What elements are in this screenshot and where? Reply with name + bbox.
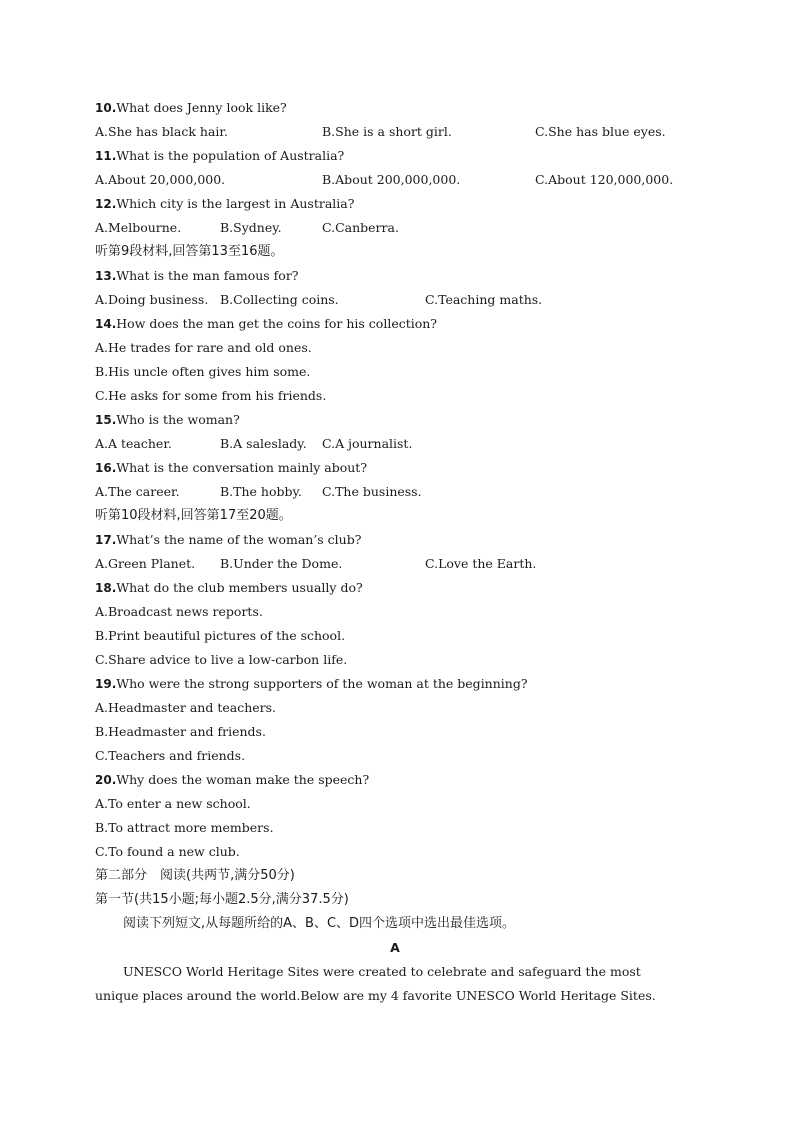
option-b: B.To attract more members. — [95, 820, 274, 835]
option-c: C.Share advice to live a low-carbon life. — [95, 652, 348, 667]
question-14 — [95, 312, 695, 336]
section-9-header: 听第9段材料,回答第13至16题。 — [95, 244, 284, 259]
section-1-title: 第一节(共15小题;每小题2.5分,满分37.5分) — [95, 892, 349, 907]
question-text: How does the man get the coins for his collection? — [116, 316, 438, 331]
option-a: A.The career. — [95, 484, 180, 499]
question-text: Who is the woman? — [116, 412, 240, 427]
question-11 — [95, 144, 695, 168]
exam-page — [95, 96, 695, 1008]
option-a: A.To enter a new school. — [95, 796, 251, 811]
part-2-title: 第二部分 阅读(共两节,满分50分) — [95, 868, 295, 883]
option-c: C.Teachers and friends. — [95, 748, 246, 763]
question-number: 10. — [95, 101, 117, 115]
question-12 — [95, 192, 695, 216]
options-12 — [95, 216, 695, 240]
passage-label: A — [390, 940, 400, 955]
option-a: A.About 20,000,000. — [95, 172, 226, 187]
question-18 — [95, 576, 695, 600]
option-c: C.Love the Earth. — [425, 556, 537, 571]
question-20 — [95, 768, 695, 792]
question-19 — [95, 672, 695, 696]
passage-line: unique places around the world.Below are my 4 favorite UNESCO World Heritage Sites. — [95, 988, 656, 1003]
options-13 — [95, 288, 695, 312]
options-16 — [95, 480, 695, 504]
question-text: What is the conversation mainly about? — [116, 460, 368, 475]
question-text: What is the population of Australia? — [116, 148, 345, 163]
passage-line: UNESCO World Heritage Sites were created to celebrate and safeguard the most — [123, 964, 641, 979]
option-c: C.Teaching maths. — [425, 292, 543, 307]
question-number: 19. — [95, 677, 117, 691]
question-number: 15. — [95, 413, 117, 427]
reading-instruction: 阅读下列短文,从每题所给的A、B、C、D四个选项中选出最佳选项。 — [123, 916, 516, 931]
question-10 — [95, 96, 695, 120]
option-c: C.To found a new club. — [95, 844, 240, 859]
option-c: C.She has blue eyes. — [535, 124, 666, 139]
option-b: B.Collecting coins. — [220, 292, 339, 307]
question-15 — [95, 408, 695, 432]
option-c: C.The business. — [322, 484, 422, 499]
option-c: C.About 120,000,000. — [535, 172, 674, 187]
option-b: B.Under the Dome. — [220, 556, 343, 571]
question-number: 11. — [95, 149, 117, 163]
option-b: B.Headmaster and friends. — [95, 724, 266, 739]
option-c: C.A journalist. — [322, 436, 413, 451]
options-10 — [95, 120, 695, 144]
option-a: A.Green Planet. — [95, 556, 196, 571]
question-17 — [95, 528, 695, 552]
option-b: B.A saleslady. — [220, 436, 307, 451]
option-a: A.Broadcast news reports. — [95, 604, 263, 619]
question-16 — [95, 456, 695, 480]
question-text: What is the man famous for? — [116, 268, 299, 283]
option-a: A.Doing business. — [95, 292, 209, 307]
question-number: 16. — [95, 461, 117, 475]
question-text: What do the club members usually do? — [116, 580, 363, 595]
option-b: B.His uncle often gives him some. — [95, 364, 311, 379]
question-text: Which city is the largest in Australia? — [116, 196, 355, 211]
section-10-header: 听第10段材料,回答第17至20题。 — [95, 508, 292, 523]
option-b: B.Print beautiful pictures of the school. — [95, 628, 346, 643]
option-c: C.Canberra. — [322, 220, 399, 235]
question-number: 12. — [95, 197, 117, 211]
options-15 — [95, 432, 695, 456]
question-13 — [95, 264, 695, 288]
option-c: C.He asks for some from his friends. — [95, 388, 327, 403]
question-number: 14. — [95, 317, 117, 331]
question-number: 20. — [95, 773, 117, 787]
option-b: B.She is a short girl. — [322, 124, 452, 139]
option-a: A.He trades for rare and old ones. — [95, 340, 312, 355]
question-number: 18. — [95, 581, 117, 595]
option-a: A.Headmaster and teachers. — [95, 700, 277, 715]
question-number: 17. — [95, 533, 117, 547]
option-a: A.Melbourne. — [95, 220, 182, 235]
option-b: B.Sydney. — [220, 220, 282, 235]
option-a: A.A teacher. — [95, 436, 172, 451]
question-text: Why does the woman make the speech? — [116, 772, 370, 787]
option-b: B.The hobby. — [220, 484, 302, 499]
question-text: Who were the strong supporters of the woman at the beginning? — [116, 676, 528, 691]
question-text: What does Jenny look like? — [116, 100, 287, 115]
question-number: 13. — [95, 269, 117, 283]
options-11 — [95, 168, 695, 192]
option-b: B.About 200,000,000. — [322, 172, 461, 187]
question-text: What’s the name of the woman’s club? — [116, 532, 362, 547]
options-17 — [95, 552, 695, 576]
option-a: A.She has black hair. — [95, 124, 228, 139]
